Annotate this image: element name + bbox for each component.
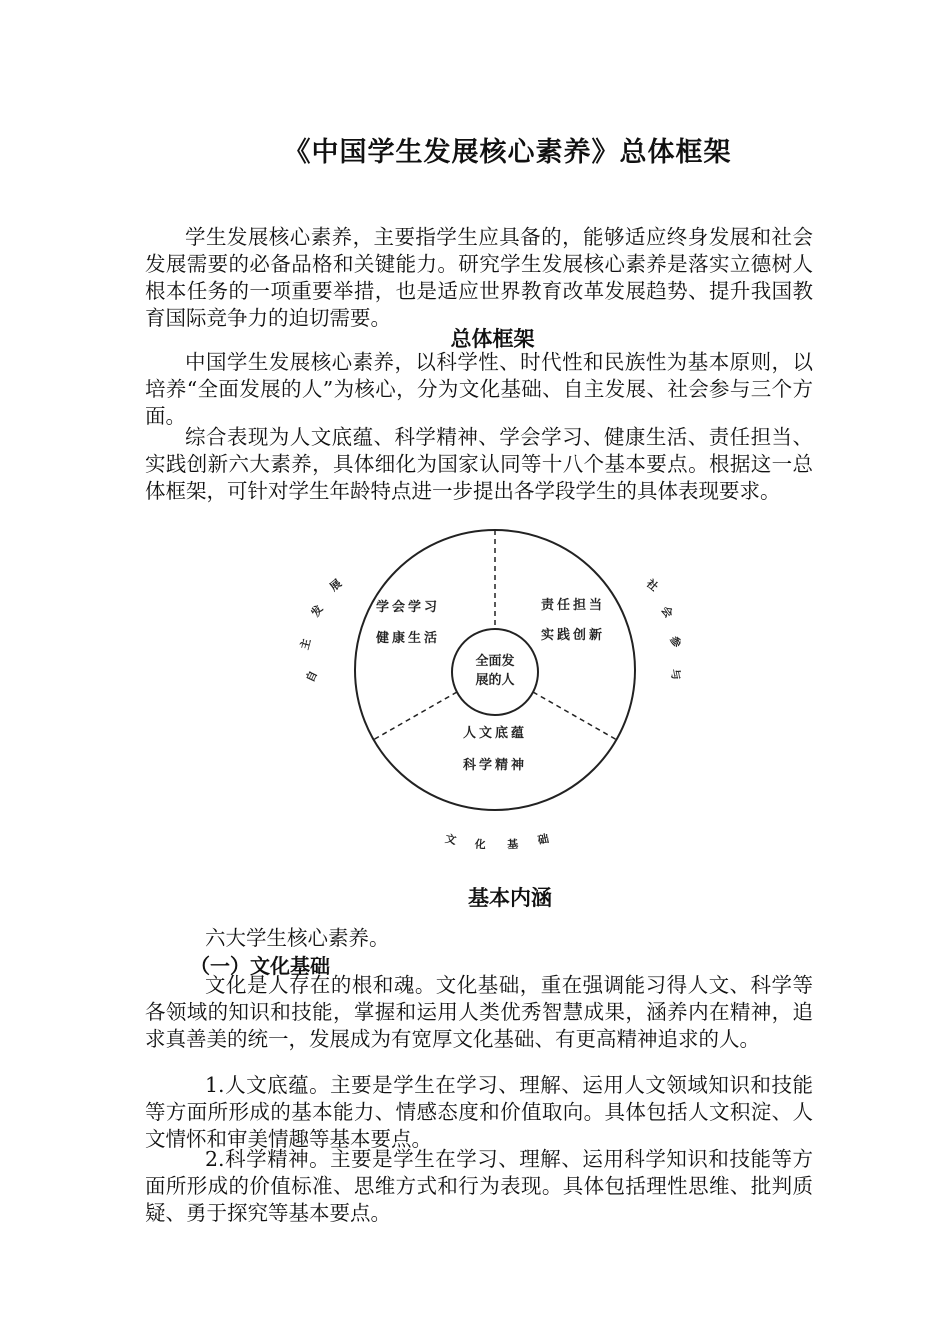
arc-bottom-char-2: 化 [474, 837, 487, 852]
arc-left-char-4: 展 [327, 576, 345, 594]
arc-right-char-2: 会 [658, 603, 676, 621]
left-sector-top: 学会学习 [375, 600, 441, 615]
framework-paragraph-1: 中国学生发展核心素养，以科学性、时代性和民族性为基本原则，以培养“全面发展的人”为核心，分为文化基础、自主发展、社会参与三个方面。 [145, 350, 813, 428]
arc-left-char-3: 发 [308, 602, 326, 620]
left-sector-bottom: 健康生活 [375, 631, 441, 646]
framework-heading: 总体框架 [450, 327, 535, 351]
framework-diagram [297, 525, 700, 870]
divider-right [533, 692, 617, 740]
six-literacies-line: 六大学生核心素养。 [205, 926, 390, 950]
arc-right-char-1: 社 [643, 576, 661, 594]
right-sector-top: 责任担当 [540, 598, 606, 613]
center-label-line2: 展的人 [475, 673, 515, 688]
arc-bottom-char-4: 础 [536, 832, 551, 848]
framework-paragraph-2: 综合表现为人文底蕴、科学精神、学会学习、健康生活、责任担当、实践创新六大素养，具体细化为国家认同等十八个基本要点。根据这一总体框架，可针对学生年龄特点进一步提出各学段学生的具体表现要求。 [145, 425, 813, 503]
divider-left [373, 692, 457, 740]
section1-paragraph: 文化是人存在的根和魂。文化基础，重在强调能习得人文、科学等各领域的知识和技能，掌握和运用人类优秀智慧成果，涵养内在精神，追求真善美的统一，发展成为有宽厚文化基础、有更高精神追求的人。 [145, 973, 813, 1051]
center-circle [452, 629, 538, 715]
bottom-sector-top: 人文底蕴 [462, 726, 528, 741]
connotation-heading: 基本内涵 [468, 886, 552, 910]
arc-bottom-char-1: 文 [443, 832, 458, 848]
item1-paragraph: 1.人文底蕴。主要是学生在学习、理解、运用人文领域知识和技能等方面所形成的基本能力、情感态度和价值取向。具体包括人文积淀、人文情怀和审美情趣等基本要点。 [145, 1073, 813, 1151]
arc-left-char-2: 主 [297, 637, 314, 652]
item2-paragraph: 2.科学精神。主要是学生在学习、理解、运用科学知识和技能等方面所形成的价值标准、思维方式和行为表现。具体包括理性思维、批判质疑、勇于探究等基本要点。 [145, 1147, 813, 1225]
arc-right-char-3: 参 [667, 634, 684, 650]
section1-heading: （一）文化基础 [190, 954, 330, 978]
arc-left-char-1: 自 [303, 668, 321, 685]
bottom-sector-bottom: 科学精神 [462, 758, 528, 773]
center-label-line1: 全面发 [475, 654, 515, 669]
arc-bottom-char-3: 基 [506, 837, 519, 852]
right-sector-bottom: 实践创新 [540, 628, 606, 643]
intro-paragraph: 学生发展核心素养，主要指学生应具备的，能够适应终身发展和社会发展需要的必备品格和关键能力。研究学生发展核心素养是落实立德树人根本任务的一项重要举措，也是适应世界教育改革发展趋势、提升我国教育国际竞争力的迫切需要。 [145, 225, 813, 330]
arc-right-char-4: 与 [668, 667, 683, 681]
document-title: 《中国学生发展核心素养》总体框架 [283, 137, 732, 168]
